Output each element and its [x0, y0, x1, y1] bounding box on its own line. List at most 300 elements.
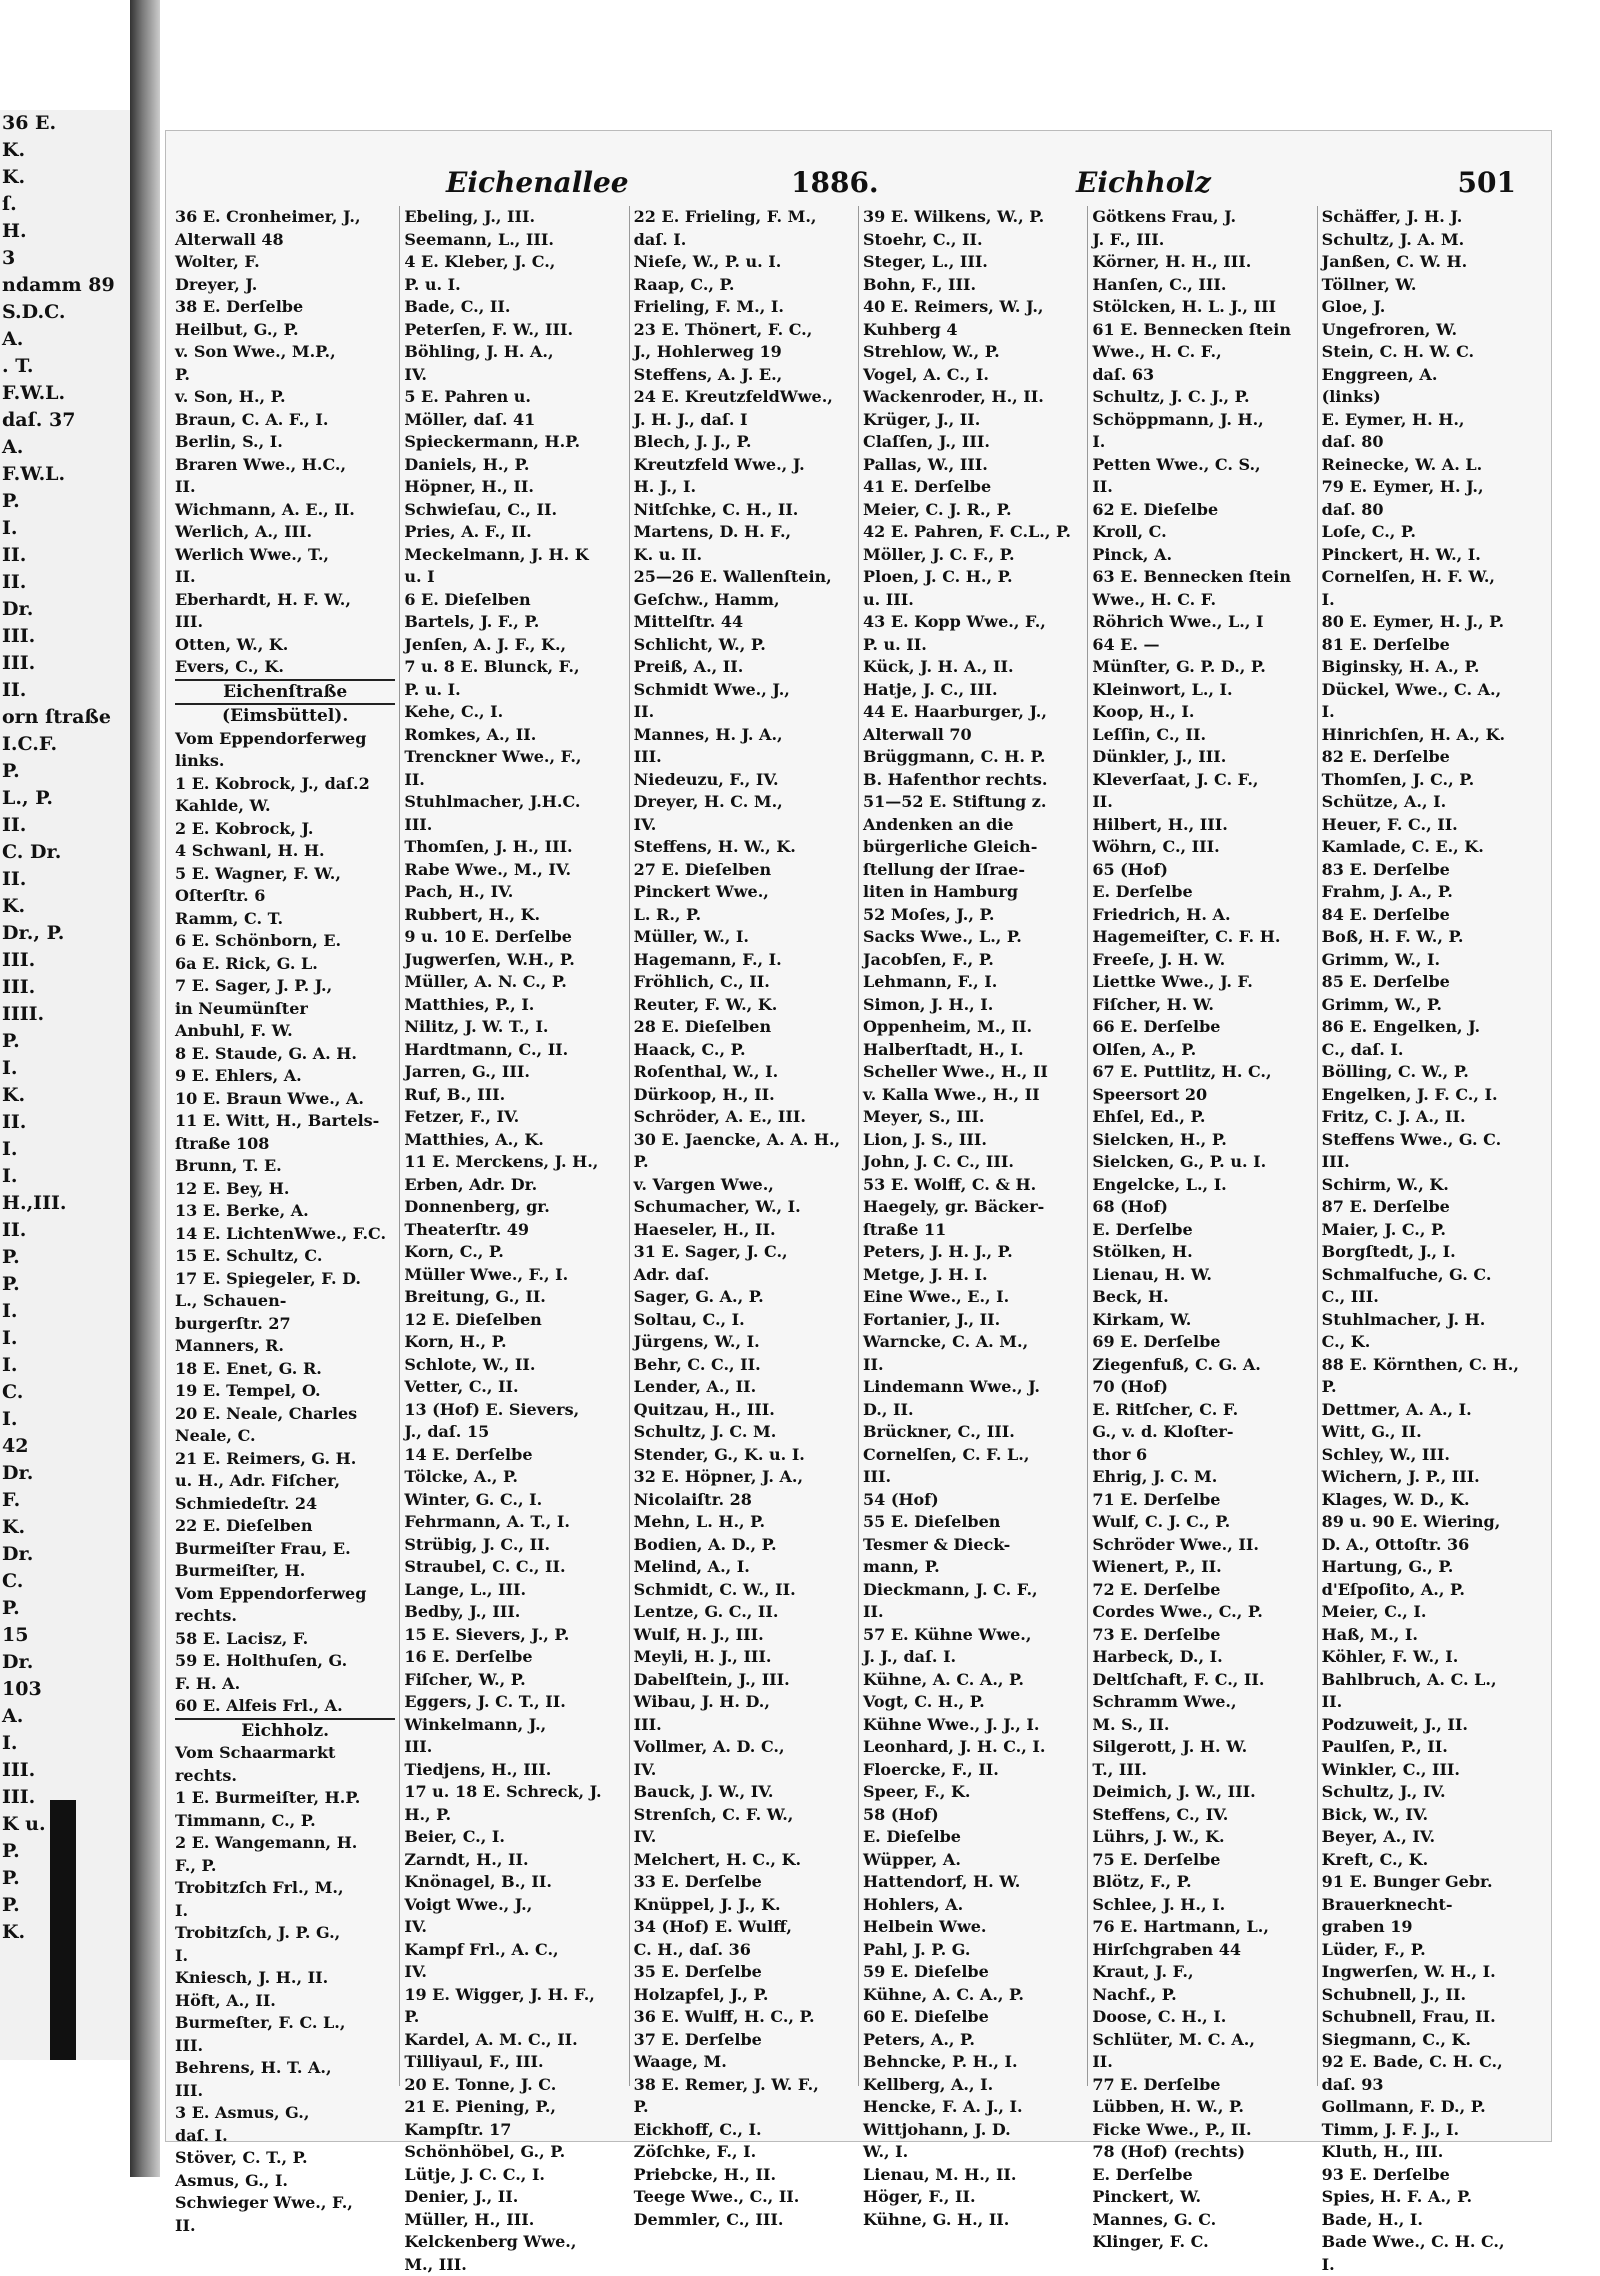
directory-entry: Schultz, J. A. M.	[1322, 229, 1542, 252]
directory-entry: Haß, M., I.	[1322, 1624, 1542, 1647]
directory-entry: daſ. I.	[634, 229, 854, 252]
directory-entry: Bauck, J. W., IV.	[634, 1781, 854, 1804]
directory-entry: D., II.	[863, 1399, 1083, 1422]
directory-entry: Trobitzſch, J. P. G.,	[175, 1922, 395, 1945]
directory-entry: Braren Wwe., H.C.,	[175, 454, 395, 477]
directory-entry: P.	[1322, 1376, 1542, 1399]
directory-entry: 68 (Hof)	[1092, 1196, 1312, 1219]
left-fragment-line: I.	[0, 1163, 130, 1190]
directory-entry: Jacobſen, F., P.	[863, 949, 1083, 972]
directory-entry: Bade, H., I.	[1322, 2209, 1542, 2232]
directory-entry: d'Eſpoſito, A., P.	[1322, 1579, 1542, 1602]
directory-entry: Dettmer, A. A., I.	[1322, 1399, 1542, 1422]
directory-entry: Dabelſtein, J., III.	[634, 1669, 854, 1692]
directory-entry: Hirſchgraben 44	[1092, 1939, 1312, 1962]
directory-entry: Nachf., P.	[1092, 1984, 1312, 2007]
directory-entry: u. III.	[863, 589, 1083, 612]
directory-entry: Koop, H., I.	[1092, 701, 1312, 724]
left-fragment-line: A.	[0, 326, 130, 353]
directory-entry: Pinckert, W.	[1092, 2186, 1312, 2209]
directory-entry: Trobitzſch Frl., M.,	[175, 1877, 395, 1900]
left-fragment-line: II.	[0, 1217, 130, 1244]
directory-entry: Steffens, C., IV.	[1092, 1804, 1312, 1827]
directory-entry: 9 u. 10 E. Derſelbe	[404, 926, 624, 949]
left-fragment-line: 42	[0, 1433, 130, 1460]
directory-entry: 70 (Hof)	[1092, 1376, 1312, 1399]
directory-entry: Bade Wwe., C. H. C.,	[1322, 2231, 1542, 2254]
directory-entry: Vom Eppendorferweg	[175, 728, 395, 751]
directory-entry: 31 E. Sager, J. C.,	[634, 1241, 854, 1264]
directory-entry: 60 E. Alfeis Frl., A.	[175, 1695, 395, 1718]
directory-entry: burgerſtr. 27	[175, 1313, 395, 1336]
directory-entry: Harbeck, D., I.	[1092, 1646, 1312, 1669]
directory-entry: Rabe Wwe., M., IV.	[404, 859, 624, 882]
directory-entry: Scheller Wwe., H., II	[863, 1061, 1083, 1084]
directory-entry: I.	[1322, 589, 1542, 612]
directory-entry: Knüppel, J. J., K.	[634, 1894, 854, 1917]
directory-entry: Raap, C., P.	[634, 274, 854, 297]
directory-entry: IV.	[634, 814, 854, 837]
header-left-street: Eichenallee	[446, 166, 629, 199]
directory-entry: II.	[634, 701, 854, 724]
directory-entry: Sager, G. A., P.	[634, 1286, 854, 1309]
directory-entry: Bahlbruch, A. C. L.,	[1322, 1669, 1542, 1692]
directory-entry: Vom Schaarmarkt	[175, 1742, 395, 1765]
directory-entry: 64 E. —	[1092, 634, 1312, 657]
directory-entry: Erben, Adr. Dr.	[404, 1174, 624, 1197]
directory-entry: Lion, J. S., III.	[863, 1129, 1083, 1152]
directory-entry: Denier, J., II.	[404, 2186, 624, 2209]
directory-entry: Kreutzfeld Wwe., J.	[634, 454, 854, 477]
directory-entry: Speersort 20	[1092, 1084, 1312, 1107]
directory-entry: IV.	[634, 1759, 854, 1782]
directory-entry: Kühne, G. H., II.	[863, 2209, 1083, 2232]
directory-entry: Jarren, G., III.	[404, 1061, 624, 1084]
directory-entry: 23 E. Thönert, F. C.,	[634, 319, 854, 342]
directory-entry: Breitung, G., II.	[404, 1286, 624, 1309]
directory-entry: Münſter, G. P. D., P.	[1092, 656, 1312, 679]
directory-entry: Kuhberg 4	[863, 319, 1083, 342]
directory-entry: 30 E. Jaencke, A. A. H.,	[634, 1129, 854, 1152]
directory-entry: I.	[1322, 701, 1542, 724]
directory-entry: Meyli, H. J., III.	[634, 1646, 854, 1669]
directory-entry: Stender, G., K. u. I.	[634, 1444, 854, 1467]
directory-entry: Pinck, A.	[1092, 544, 1312, 567]
directory-entry: Schultz, J. C. M.	[634, 1421, 854, 1444]
directory-entry: 21 E. Piening, P.,	[404, 2096, 624, 2119]
directory-entry: Roſenthal, W., I.	[634, 1061, 854, 1084]
directory-entry: Matthies, P., I.	[404, 994, 624, 1017]
directory-entry: Wittjohann, J. D.	[863, 2119, 1083, 2142]
directory-entry: Tesmer & Dieck-	[863, 1534, 1083, 1557]
directory-entry: Silgerott, J. H. W.	[1092, 1736, 1312, 1759]
directory-entry: Trenckner Wwe., F.,	[404, 746, 624, 769]
left-fragment-line: ſ.	[0, 191, 130, 218]
directory-entry: J. F., III.	[1092, 229, 1312, 252]
directory-entry: 54 (Hof)	[863, 1489, 1083, 1512]
directory-entry: Engelken, J. F. C., I.	[1322, 1084, 1542, 1107]
left-fragment-line: K.	[0, 137, 130, 164]
left-fragment-line: I.	[0, 515, 130, 542]
directory-entry: Steffens, A. J. E.,	[634, 364, 854, 387]
directory-entry: Peters, J. H. J., P.	[863, 1241, 1083, 1264]
directory-entry: Vetter, C., II.	[404, 1376, 624, 1399]
directory-entry: Daniels, H., P.	[404, 454, 624, 477]
directory-entry: II.	[1092, 791, 1312, 814]
directory-entry: Boß, H. F. W., P.	[1322, 926, 1542, 949]
directory-entry: J., Hohlerweg 19	[634, 341, 854, 364]
directory-entry: Wwe., H. C. F.,	[1092, 341, 1312, 364]
directory-entry: C., III.	[1322, 1286, 1542, 1309]
directory-entry: Lehmann, F., I.	[863, 971, 1083, 994]
left-fragment-line: III.	[0, 650, 130, 677]
directory-entry: Möller, J. C. F., P.	[863, 544, 1083, 567]
directory-entry: 2 E. Wangemann, H.	[175, 1832, 395, 1855]
directory-entry: Lütje, J. C. C., I.	[404, 2164, 624, 2187]
directory-entry: 77 E. Derſelbe	[1092, 2074, 1312, 2097]
left-fragment-line: P.	[0, 1838, 130, 1865]
directory-entry: Leſſin, C., II.	[1092, 724, 1312, 747]
directory-entry: Schmidt, C. W., II.	[634, 1579, 854, 1602]
left-fragment-line: II.	[0, 542, 130, 569]
left-fragment-line: 36 E.	[0, 110, 130, 137]
directory-entry: Demmler, C., III.	[634, 2209, 854, 2232]
directory-entry: Beyer, A., IV.	[1322, 1826, 1542, 1849]
directory-entry: Eine Wwe., E., I.	[863, 1286, 1083, 1309]
directory-entry: Hatje, J. C., III.	[863, 679, 1083, 702]
left-fragment-line: I.	[0, 1325, 130, 1352]
directory-page	[165, 130, 1552, 2142]
directory-entry: 13 (Hof) E. Sievers,	[404, 1399, 624, 1422]
directory-entry: Spieckermann, H.P.	[404, 431, 624, 454]
directory-entry: D. A., Ottoſtr. 36	[1322, 1534, 1542, 1557]
left-fragment-line: II.	[0, 569, 130, 596]
directory-entry: 43 E. Kopp Wwe., F.,	[863, 611, 1083, 634]
directory-entry: III.	[634, 746, 854, 769]
left-fragment-line: II.	[0, 866, 130, 893]
directory-entry: Sacks Wwe., L., P.	[863, 926, 1083, 949]
directory-entry: Braun, C. A. F., I.	[175, 409, 395, 432]
directory-entry: Ramm, C. T.	[175, 908, 395, 931]
directory-entry: Kleverſaat, J. C. F.,	[1092, 769, 1312, 792]
left-fragment-line: S.D.C.	[0, 299, 130, 326]
directory-entry: 34 (Hof) E. Wulff,	[634, 1916, 854, 1939]
left-fragment-line: III.	[0, 1784, 130, 1811]
directory-entry: 53 E. Wolff, C. & H.	[863, 1174, 1083, 1197]
directory-entry: Friedrich, H. A.	[1092, 904, 1312, 927]
directory-entry: III.	[863, 1466, 1083, 1489]
directory-entry: Fehrmann, A. T., I.	[404, 1511, 624, 1534]
directory-entry: Wolter, F.	[175, 251, 395, 274]
directory-entry: Meier, C. J. R., P.	[863, 499, 1083, 522]
directory-entry: Loſe, C., P.	[1322, 521, 1542, 544]
directory-entry: Steger, L., III.	[863, 251, 1083, 274]
directory-entry: Timmann, C., P.	[175, 1810, 395, 1833]
directory-entry: Thomſen, J. C., P.	[1322, 769, 1542, 792]
directory-entry: Liettke Wwe., J. F.	[1092, 971, 1312, 994]
directory-entry: 51—52 E. Stiftung z.	[863, 791, 1083, 814]
left-fragment-line: Dr.	[0, 596, 130, 623]
directory-entry: IV.	[404, 364, 624, 387]
directory-entry: J. J., daſ. I.	[863, 1646, 1083, 1669]
directory-entry: T., III.	[1092, 1759, 1312, 1782]
left-fragment-line: II.	[0, 812, 130, 839]
left-fragment-line: . T.	[0, 353, 130, 380]
directory-entry: Kelckenberg Wwe.,	[404, 2231, 624, 2254]
directory-entry: Donnenberg, gr.	[404, 1196, 624, 1219]
directory-entry: Kahlde, W.	[175, 795, 395, 818]
directory-entry: III.	[175, 2035, 395, 2058]
directory-entry: Anbuhl, F. W.	[175, 1020, 395, 1043]
directory-entry: Korn, C., P.	[404, 1241, 624, 1264]
directory-entry: Schütze, A., I.	[1322, 791, 1542, 814]
directory-entry: Lentze, G. C., II.	[634, 1601, 854, 1624]
directory-entry: Borgſtedt, J., I.	[1322, 1241, 1542, 1264]
directory-entry: 80 E. Eymer, H. J., P.	[1322, 611, 1542, 634]
directory-entry: graben 19	[1322, 1916, 1542, 1939]
directory-entry: Soltau, C., I.	[634, 1309, 854, 1332]
directory-entry: 25—26 E. Wallenſtein,	[634, 566, 854, 589]
directory-entry: Kraut, J. F.,	[1092, 1961, 1312, 1984]
directory-entry: Winkler, C., III.	[1322, 1759, 1542, 1782]
directory-entry: Deltſchaft, F. C., II.	[1092, 1669, 1312, 1692]
directory-entry: Schultz, J., IV.	[1322, 1781, 1542, 1804]
directory-entry: Stuhlmacher, J.H.C.	[404, 791, 624, 814]
directory-entry: Mannes, H. J. A.,	[634, 724, 854, 747]
directory-entry: M., III.	[404, 2254, 624, 2276]
directory-entry: II.	[863, 1354, 1083, 1377]
directory-entry: Burmeiſter Frau, E.	[175, 1538, 395, 1561]
directory-entry: Frieling, F. M., I.	[634, 296, 854, 319]
directory-entry: Engelcke, L., I.	[1092, 1174, 1312, 1197]
directory-entry: Pallas, W., III.	[863, 454, 1083, 477]
directory-entry: Werlich Wwe., T.,	[175, 544, 395, 567]
directory-entry: 7 u. 8 E. Blunck, F.,	[404, 656, 624, 679]
directory-entry: J., daſ. 15	[404, 1421, 624, 1444]
directory-entry: 2 E. Kobrock, J.	[175, 818, 395, 841]
directory-entry: Müller, H., III.	[404, 2209, 624, 2232]
directory-entry: Hohlers, A.	[863, 1894, 1083, 1917]
left-fragment-line: P.	[0, 1244, 130, 1271]
directory-entry: Beier, C., I.	[404, 1826, 624, 1849]
directory-entry: 14 E. LichtenWwe., F.C.	[175, 1223, 395, 1246]
directory-entry: 59 E. Holthuſen, G.	[175, 1650, 395, 1673]
header-year: 1886.	[791, 166, 879, 199]
left-fragment-line: IIII.	[0, 1001, 130, 1028]
directory-entry: Wüpper, A.	[863, 1849, 1083, 1872]
directory-entry: Ziegenfuß, C. G. A.	[1092, 1354, 1312, 1377]
directory-entry: Wienert, P., II.	[1092, 1556, 1312, 1579]
directory-entry: Böhling, J. H. A.,	[404, 341, 624, 364]
directory-entry: Neale, C.	[175, 1425, 395, 1448]
directory-entry: Kück, J. H. A., II.	[863, 656, 1083, 679]
directory-entry: Schwieſau, C., II.	[404, 499, 624, 522]
directory-entry: Zöſchke, F., I.	[634, 2141, 854, 2164]
left-fragment-line: daſ. 37	[0, 407, 130, 434]
directory-entry: Möller, daſ. 41	[404, 409, 624, 432]
directory-entry: 57 E. Kühne Wwe.,	[863, 1624, 1083, 1647]
directory-entry: Seemann, L., III.	[404, 229, 624, 252]
directory-entry: Ingwerſen, W. H., I.	[1322, 1961, 1542, 1984]
directory-entry: II.	[1092, 2051, 1312, 2074]
left-fragment-line: L., P.	[0, 785, 130, 812]
directory-entry: u. H., Adr. Fiſcher,	[175, 1470, 395, 1493]
directory-entry: Höpner, H., II.	[404, 476, 624, 499]
directory-entry: Waage, M.	[634, 2051, 854, 2074]
directory-entry: in Neumünſter	[175, 998, 395, 1021]
directory-entry: 37 E. Derſelbe	[634, 2029, 854, 2052]
directory-entry: Schlicht, W., P.	[634, 634, 854, 657]
directory-entry: Höft, A., II.	[175, 1990, 395, 2013]
directory-entry: Jürgens, W., I.	[634, 1331, 854, 1354]
directory-entry: Burmeiſter, H.	[175, 1560, 395, 1583]
directory-entry: 58 E. Lacisz, F.	[175, 1628, 395, 1651]
directory-entry: 22 E. Frieling, F. M.,	[634, 206, 854, 229]
directory-entry: F. H. A.	[175, 1673, 395, 1696]
directory-entry: 41 E. Derſelbe	[863, 476, 1083, 499]
binding-shadow	[50, 1800, 76, 2060]
left-fragment-line: I.	[0, 1298, 130, 1325]
directory-entry: Meyer, S., III.	[863, 1106, 1083, 1129]
directory-entry: Nitſchke, C. H., II.	[634, 499, 854, 522]
directory-entry: v. Son Wwe., M.P.,	[175, 341, 395, 364]
directory-entry: Teege Wwe., C., II.	[634, 2186, 854, 2209]
directory-entry: Kleinwort, L., I.	[1092, 679, 1312, 702]
directory-entry: I.	[1322, 2254, 1542, 2276]
directory-entry: 91 E. Bunger Gebr.	[1322, 1871, 1542, 1894]
directory-entry: 63 E. Bennecken ſtein	[1092, 566, 1312, 589]
directory-entry: Doose, C. H., I.	[1092, 2006, 1312, 2029]
left-page-fragment	[0, 110, 132, 2060]
directory-entry: 17 E. Spiegeler, F. D.	[175, 1268, 395, 1291]
directory-entry: I.	[175, 1945, 395, 1968]
left-fragment-line: III.	[0, 1757, 130, 1784]
directory-entry: Kampſtr. 17	[404, 2119, 624, 2142]
directory-entry: Vogel, A. C., I.	[863, 364, 1083, 387]
directory-entry: Brauerknecht-	[1322, 1894, 1542, 1917]
directory-entry: P. u. II.	[863, 634, 1083, 657]
directory-entry: Hardtmann, C., II.	[404, 1039, 624, 1062]
directory-entry: Schley, W., III.	[1322, 1444, 1542, 1467]
directory-entry: Voigt Wwe., J.,	[404, 1894, 624, 1917]
directory-entry: C., daſ. I.	[1322, 1039, 1542, 1062]
directory-entry: 62 E. Dieſelbe	[1092, 499, 1312, 522]
directory-entry: 18 E. Enet, G. R.	[175, 1358, 395, 1381]
left-fragment-line: I.C.F.	[0, 731, 130, 758]
directory-entry: P.	[404, 2006, 624, 2029]
left-fragment-line: C.	[0, 1379, 130, 1406]
directory-entry: Heuer, F. C., II.	[1322, 814, 1542, 837]
directory-entry: Brunn, T. E.	[175, 1155, 395, 1178]
directory-entry: 1 E. Kobrock, J., daſ.2	[175, 773, 395, 796]
directory-entry: Vollmer, A. D. C.,	[634, 1736, 854, 1759]
directory-entry: Kehe, C., I.	[404, 701, 624, 724]
directory-entry: E. Dieſelbe	[863, 1826, 1083, 1849]
directory-entry: Kühne Wwe., J. J., I.	[863, 1714, 1083, 1737]
directory-entry: Pinckert Wwe.,	[634, 881, 854, 904]
directory-entry: Bartels, J. F., P.	[404, 611, 624, 634]
left-fragment-line: II.	[0, 1109, 130, 1136]
left-fragment-line: 103	[0, 1676, 130, 1703]
directory-entry: 39 E. Wilkens, W., P.	[863, 206, 1083, 229]
directory-entry: Pinckert, H. W., I.	[1322, 544, 1542, 567]
directory-entry: Knönagel, B., II.	[404, 1871, 624, 1894]
directory-entry: K. u. II.	[634, 544, 854, 567]
directory-entry: 19 E. Tempel, O.	[175, 1380, 395, 1403]
left-fragment-line: F.W.L.	[0, 461, 130, 488]
directory-entry: Tölcke, A., P.	[404, 1466, 624, 1489]
directory-entry: J. H. J., daſ. I	[634, 409, 854, 432]
directory-entry: 89 u. 90 E. Wiering,	[1322, 1511, 1542, 1534]
left-fragment-line: P.	[0, 1865, 130, 1892]
header-right-street: Eichholz	[1076, 166, 1211, 199]
directory-entry: 7 E. Sager, J. P. J.,	[175, 975, 395, 998]
directory-entry: Mehn, L. H., P.	[634, 1511, 854, 1534]
directory-entry: 42 E. Pahren, F. C.L., P.	[863, 521, 1083, 544]
directory-entry: bürgerliche Gleich-	[863, 836, 1083, 859]
directory-entry: Siegmann, C., K.	[1322, 2029, 1542, 2052]
directory-entry: Ehſel, Ed., P.	[1092, 1106, 1312, 1129]
directory-entry: Kniesch, J. H., II.	[175, 1967, 395, 1990]
directory-entry: 20 E. Neale, Charles	[175, 1403, 395, 1426]
directory-entry: E. Derſelbe	[1092, 1219, 1312, 1242]
directory-entry: Asmus, G., I.	[175, 2170, 395, 2193]
directory-entry: Behncke, P. H., I.	[863, 2051, 1083, 2074]
directory-entry: Fröhlich, C., II.	[634, 971, 854, 994]
directory-entry: 12 E. Bey, H.	[175, 1178, 395, 1201]
directory-entry: 76 E. Hartmann, L.,	[1092, 1916, 1312, 1939]
directory-entry: Lange, L., III.	[404, 1579, 624, 1602]
directory-entry: II.	[175, 566, 395, 589]
directory-entry: Korn, H., P.	[404, 1331, 624, 1354]
directory-entry: Dreyer, J.	[175, 274, 395, 297]
directory-entry: Metge, J. H. I.	[863, 1264, 1083, 1287]
left-fragment-line: P.	[0, 488, 130, 515]
directory-entry: Behr, C. C., II.	[634, 1354, 854, 1377]
directory-entry: Priebcke, H., II.	[634, 2164, 854, 2187]
street-heading: Eichholz.	[175, 1718, 395, 1743]
directory-entry: Mannes, G. C.	[1092, 2209, 1312, 2232]
directory-entry: Eickhoff, C., I.	[634, 2119, 854, 2142]
directory-entry: Tiedjens, H., III.	[404, 1759, 624, 1782]
directory-entry: Grimm, W., P.	[1322, 994, 1542, 1017]
directory-entry: Stoehr, C., II.	[863, 229, 1083, 252]
left-fragment-line: Dr.	[0, 1541, 130, 1568]
directory-entry: Klinger, F. C.	[1092, 2231, 1312, 2254]
left-fragment-line: III.	[0, 974, 130, 1001]
directory-entry: v. Son, H., P.	[175, 386, 395, 409]
directory-entry: v. Kalla Wwe., H., II	[863, 1084, 1083, 1107]
directory-entry: Blötz, F., P.	[1092, 1871, 1312, 1894]
directory-entry: 8 E. Staude, G. A. H.	[175, 1043, 395, 1066]
directory-entry: Brüggmann, C. H. P.	[863, 746, 1083, 769]
directory-entry: Dünkler, J., III.	[1092, 746, 1312, 769]
left-fragment-line: C. Dr.	[0, 839, 130, 866]
directory-entry: P.	[634, 2096, 854, 2119]
directory-entry: Strenſch, C. F. W.,	[634, 1804, 854, 1827]
directory-entry: Theaterſtr. 49	[404, 1219, 624, 1242]
directory-entry: Schlüter, M. C. A.,	[1092, 2029, 1312, 2052]
directory-entry: 88 E. Körnthen, C. H.,	[1322, 1354, 1542, 1377]
directory-entry: Frahm, J. A., P.	[1322, 881, 1542, 904]
directory-entry: II.	[175, 2215, 395, 2238]
left-fragment-line: A.	[0, 1703, 130, 1730]
directory-entry: 6a E. Rick, G. L.	[175, 953, 395, 976]
directory-entry: Fetzer, F., IV.	[404, 1106, 624, 1129]
directory-entry: Körner, H. H., III.	[1092, 251, 1312, 274]
directory-entry: 6 E. Dieſelben	[404, 589, 624, 612]
directory-entry: Speer, F., K.	[863, 1781, 1083, 1804]
